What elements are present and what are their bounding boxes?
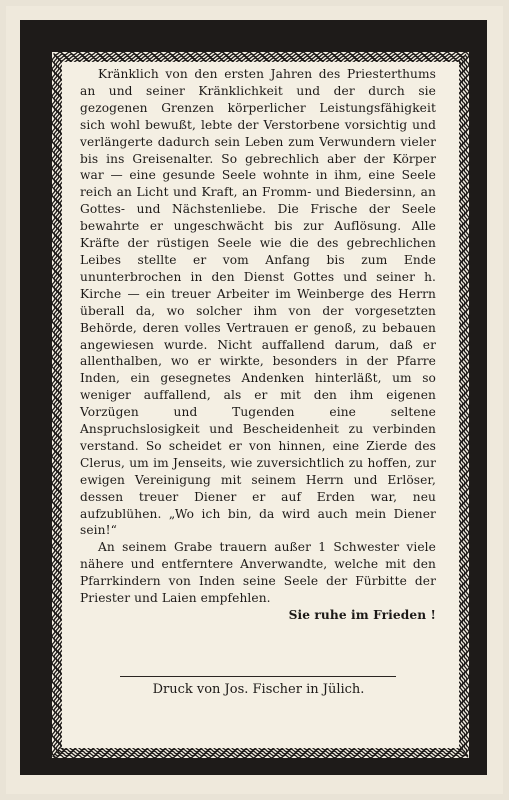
blessing-line: Sie ruhe im Frieden ! (288, 608, 436, 622)
divider-line (120, 676, 396, 677)
closing-sentence: An seinem Grabe trauern außer 1 Schwester viele nähere und entferntere Anverwandte, welche mit den Pfarrkindern von Inden seine Seele der Fürbitte der Priester und Laien empfehlen. (80, 540, 436, 606)
obituary-text (80, 66, 436, 624)
obituary-closing-paragraph (80, 539, 436, 622)
printer-imprint: Druck von Jos. Fischer in Jülich. (152, 682, 365, 697)
obituary-body-paragraph: Kränklich von den ersten Jahren des Priesterthums an und seiner Kränklichkeit und der durch sie gezogenen Grenzen körperlicher Leistungsfähigkeit sich wohl bewußt, lebte der Verstorbene vorsichtig und verlängerte dadurch sein Leben zum Verwundern vieler bis ins Greisenalter. So gebrechlich aber der Körper war — eine gesunde Seele wohnte in ihm, eine Seele reich an Licht und Kraft, an Fromm- und Biedersinn, an Gottes- und Nächstenliebe. Die Frische der Seele bewahrte er ungeschwächt bis zur Auflösung. Alle Kräfte der rüstigen Seele wie die des gebrechlichen Leibes stellte er vom Anfang bis zum Ende ununterbrochen in den Dienst Gottes und seiner h. Kirche — ein treuer Arbeiter im Weinberge des Herrn überall da, wo solcher ihm von der vorgesetzten Behörde, deren volles Vertrauen er genoß, zu bebauen angewiesen wurde. Nicht auffallend darum, daß er allenthalben, wo er wirkte, besonders in der Pfarre Inden, ein gesegnetes Andenken hinterläßt, um so weniger auffallend, als er mit den ihm eigenen Vorzügen und Tugenden eine seltene Anspruchslosigkeit und Bescheidenheit zu verbinden verstand. So scheidet er von hinnen, eine Zierde des Clerus, um im Jenseits, wie zuversichtlich zu hoffen, zur ewigen Vereinigung mit seinem Herrn und Erlöser, dessen treuer Diener er auf Erden war, neu aufzublühen. „Wo ich bin, da wird auch mein Diener sein!“ (80, 67, 436, 538)
